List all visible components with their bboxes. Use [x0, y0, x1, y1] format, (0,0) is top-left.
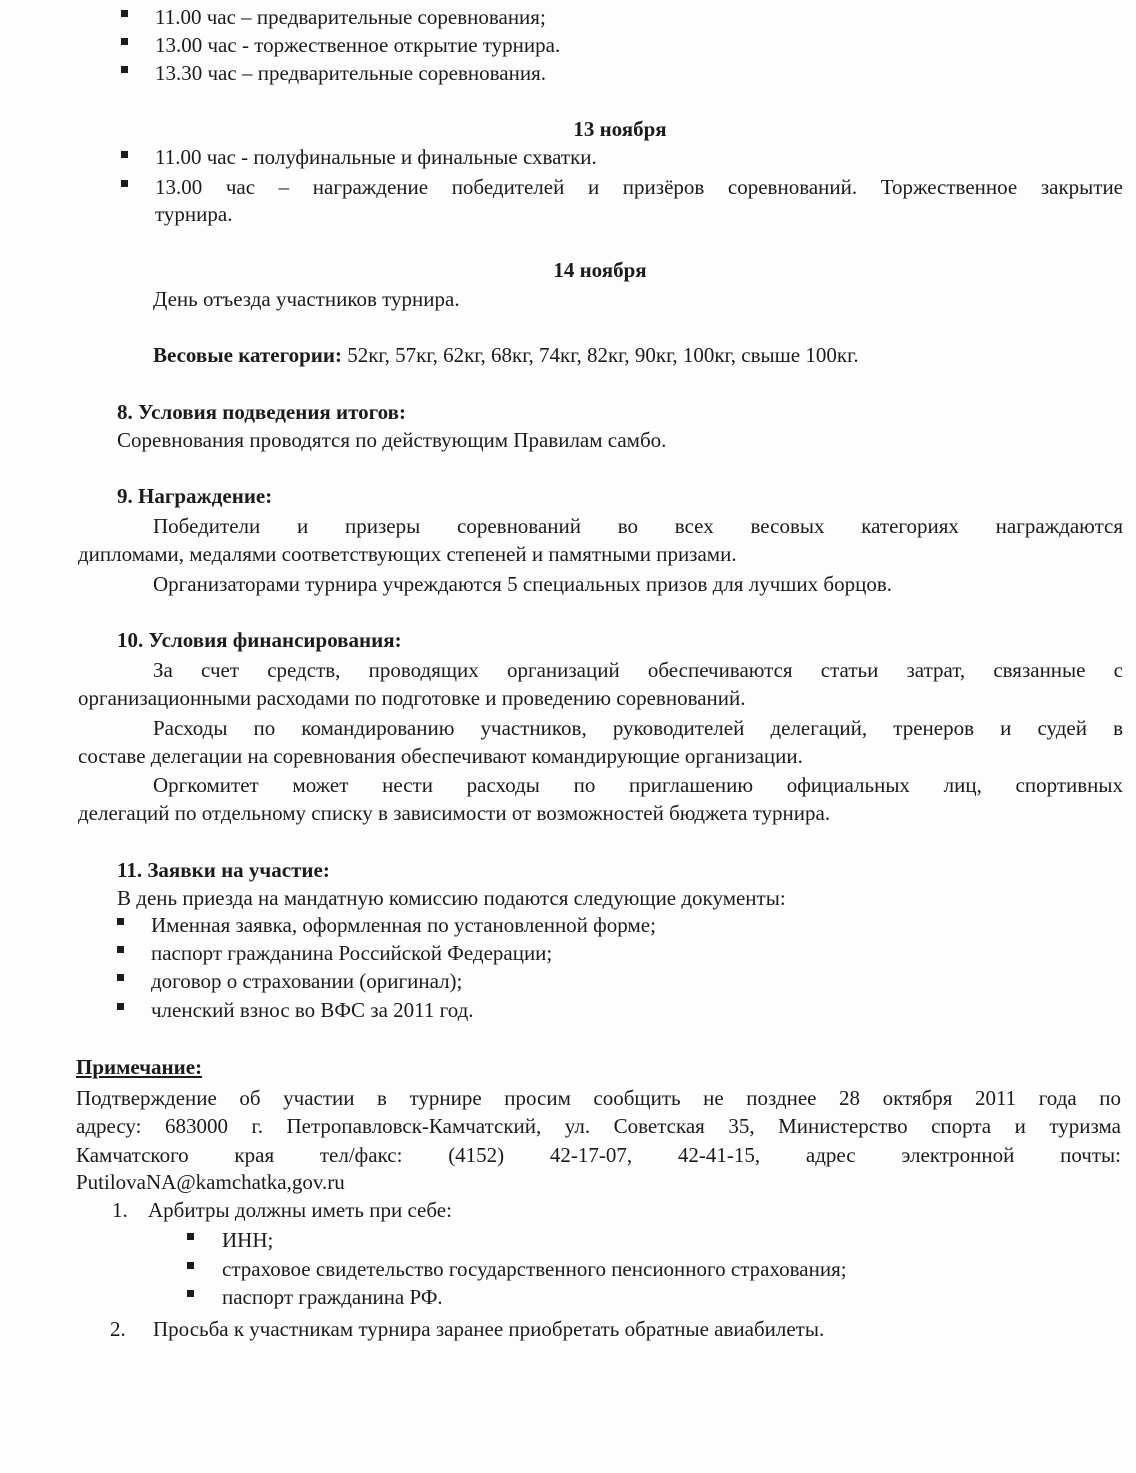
section-11-heading: 11. Заявки на участие:: [117, 858, 330, 882]
bullet-icon: [117, 1003, 124, 1010]
document-item: членский взнос во ВФС за 2011 год.: [151, 998, 474, 1022]
section-10-line: составе делегации на соревнования обеспечивают командирующие организации.: [78, 744, 803, 768]
bullet-icon: [121, 66, 128, 73]
schedule-item: 13.30 час – предварительные соревнования.: [155, 61, 546, 85]
document-item: договор о страховании (оригинал);: [151, 969, 463, 993]
bullet-icon: [121, 180, 128, 187]
day14-text: День отъезда участников турнира.: [153, 287, 460, 311]
weight-categories-text: 52кг, 57кг, 62кг, 68кг, 74кг, 82кг, 90кг, 100кг, свыше 100кг.: [341, 343, 859, 367]
schedule-item: 13.00 час - торжественное открытие турнира.: [155, 33, 561, 57]
day13-heading: 13 ноября: [573, 117, 667, 141]
section-10-line: Оргкомитет может нести расходы по приглашению официальных лиц, спортивных: [153, 773, 1123, 797]
section-8-heading: 8. Условия подведения итогов:: [117, 400, 406, 424]
note-subitem: паспорт гражданина РФ.: [222, 1285, 443, 1309]
section-11-intro: В день приезда на мандатную комиссию подаются следующие документы:: [117, 886, 786, 910]
day14-heading: 14 ноября: [553, 258, 647, 282]
note-num-1: 1.: [112, 1198, 128, 1222]
bullet-icon: [187, 1233, 194, 1240]
note-item-1: Арбитры должны иметь при себе:: [148, 1198, 452, 1222]
section-10-heading: 10. Условия финансирования:: [117, 628, 402, 652]
note-email: PutilovaNA@kamchatka,gov.ru: [76, 1170, 345, 1194]
note-item-2: Просьба к участникам турнира заранее приобретать обратные авиабилеты.: [153, 1317, 825, 1341]
schedule-item-continued: турнира.: [155, 202, 233, 226]
section-9-heading: 9. Награждение:: [117, 484, 273, 508]
note-subitem: страховое свидетельство государственного пенсионного страхования;: [222, 1257, 847, 1281]
bullet-icon: [121, 10, 128, 17]
bullet-icon: [117, 946, 124, 953]
schedule-item: 11.00 час - полуфинальные и финальные схватки.: [155, 145, 597, 169]
bullet-icon: [117, 918, 124, 925]
schedule-item: 13.00 час – награждение победителей и призёров соревнований. Торжественное закрытие: [155, 175, 1123, 199]
note-subitem: ИНН;: [222, 1228, 274, 1252]
section-10-line: За счет средств, проводящих организаций обеспечиваются статьи затрат, связанные с: [153, 658, 1123, 682]
bullet-icon: [187, 1262, 194, 1269]
document-item: Именная заявка, оформленная по установленной форме;: [151, 913, 656, 937]
note-num-2: 2.: [110, 1317, 126, 1341]
note-line: Камчатского края тел/факс: (4152) 42-17-07, 42-41-15, адрес электронной почты:: [76, 1143, 1121, 1167]
section-10-line: делегаций по отдельному списку в зависимости от возможностей бюджета турнира.: [78, 801, 831, 825]
section-10-line: организационными расходами по подготовке и проведению соревнований.: [78, 686, 746, 710]
section-8-text: Соревнования проводятся по действующим Правилам самбо.: [117, 428, 667, 452]
bullet-icon: [121, 38, 128, 45]
note-line: Подтверждение об участии в турнире просим сообщить не позднее 28 октября 2011 года по: [76, 1086, 1121, 1110]
note-heading: Примечание:: [76, 1055, 203, 1079]
note-line: адресу: 683000 г. Петропавловск-Камчатский, ул. Советская 35, Министерство спорта и туризма: [76, 1114, 1121, 1138]
section-10-line: Расходы по командированию участников, руководителей делегаций, тренеров и судей в: [153, 716, 1123, 740]
schedule-item: 11.00 час – предварительные соревнования;: [155, 5, 546, 29]
section-9-line: Победители и призеры соревнований во всех весовых категориях награждаются: [153, 514, 1123, 538]
section-9-line: дипломами, медалями соответствующих степеней и памятными призами.: [78, 542, 737, 566]
bullet-icon: [187, 1290, 194, 1297]
weight-categories: [153, 341, 859, 369]
document-item: паспорт гражданина Российской Федерации;: [151, 941, 553, 965]
section-9-line: Организаторами турнира учреждаются 5 специальных призов для лучших борцов.: [153, 572, 893, 596]
bullet-icon: [121, 151, 128, 158]
weight-categories-label: Весовые категории:: [153, 343, 342, 367]
bullet-icon: [117, 974, 124, 981]
